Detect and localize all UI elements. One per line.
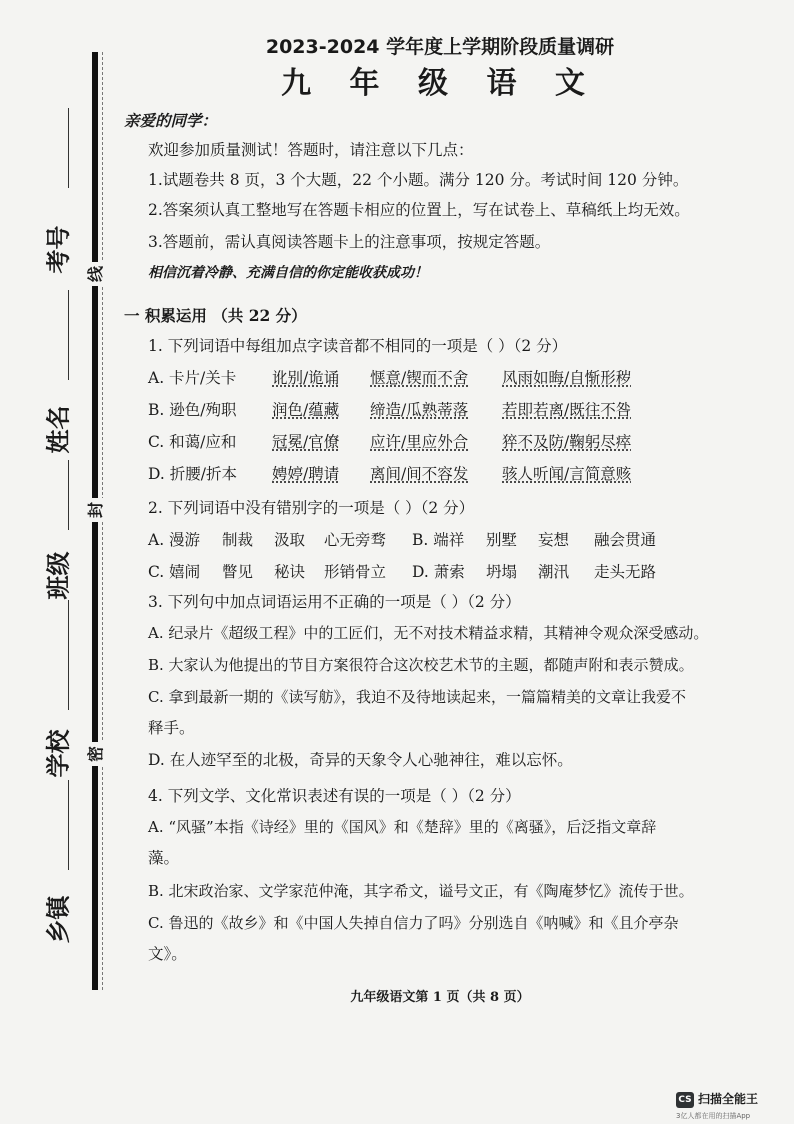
- q3-option-c-cont: 释手。: [148, 719, 195, 737]
- q1-option-c-1: C. 和蔼/应和: [148, 433, 237, 451]
- encouragement: 相信沉着冷静、充满自信的你定能收获成功！: [148, 265, 428, 281]
- q1-option-b-3: 缔造/瓜熟蒂落: [370, 401, 469, 419]
- note-1: 1.试题卷共 8 页，3 个大题，22 个小题。满分 120 分。考试时间 120 分钟。: [148, 171, 689, 189]
- q2-d-3: 潮汛: [538, 563, 570, 581]
- q1-option-d-4: 骇人听闻/言简意赅: [502, 465, 632, 483]
- q2-c-3: 秘诀: [274, 563, 306, 581]
- q2-d-1: D. 萧索: [412, 563, 465, 581]
- q1-option-b-4: 若即若离/既往不咎: [502, 401, 632, 419]
- town-line: [68, 780, 69, 870]
- q4-option-a-cont: 藻。: [148, 849, 180, 867]
- q1-option-c-4: 猝不及防/鞠躬尽瘁: [502, 433, 632, 451]
- q1-option-b-2: 润色/蕴藏: [272, 401, 340, 419]
- q1-option-a-1: A. 卡片/关卡: [148, 369, 237, 387]
- page-footer: 九年级语文第 1 页（共 8 页）: [350, 990, 530, 1005]
- q2-a-4: 心无旁骛: [324, 531, 387, 549]
- class-label: 班级: [44, 551, 73, 600]
- greeting: 亲爱的同学：: [124, 111, 218, 130]
- question-4-stem: 4. 下列文学、文化常识表述有误的一项是（ ）（2 分）: [148, 787, 521, 805]
- section-heading: 一 积累运用 （共 22 分）: [124, 306, 307, 325]
- q4-option-b: B. 北宋政治家、文学家范仲淹，其字希文，谥号文正，有《陶庵梦忆》流传于世。: [148, 882, 694, 900]
- q2-a-1: A. 漫游: [148, 531, 201, 549]
- q3-option-c: C. 拿到最新一期的《读写舫》，我迫不及待地读起来，一篇篇精美的文章让我爱不: [148, 688, 686, 706]
- question-3-stem: 3. 下列句中加点词语运用不正确的一项是（ ）（2 分）: [148, 593, 521, 611]
- q1-option-a-4: 风雨如晦/自惭形秽: [502, 369, 632, 387]
- q2-c-1: C. 嬉闹: [148, 563, 201, 581]
- welcome-text: 欢迎参加质量测试！答题时，请注意以下几点：: [148, 141, 474, 159]
- question-2-stem: 2. 下列词语中没有错别字的一项是（ ）（2 分）: [148, 499, 475, 517]
- q2-b-1: B. 端祥: [412, 531, 465, 549]
- q1-option-a-3: 惬意/锲而不舍: [370, 369, 469, 387]
- note-3: 3.答题前，需认真阅读答题卡上的注意事项，按规定答题。: [148, 233, 551, 251]
- q4-option-c-cont: 文》。: [148, 945, 187, 963]
- q3-option-d: D. 在人迹罕至的北极，奇异的天象令人心驰神往，难以忘怀。: [148, 751, 573, 769]
- scanner-name: 扫描全能王: [698, 1092, 759, 1106]
- q2-b-4: 融会贯通: [594, 531, 657, 549]
- q2-a-3: 汲取: [274, 531, 306, 549]
- exam-number-label: 考号: [44, 225, 73, 274]
- q2-d-2: 坍塌: [486, 563, 518, 581]
- q2-b-2: 别墅: [486, 531, 518, 549]
- q1-option-d-3: 离间/间不容发: [370, 465, 469, 483]
- note-2: 2.答案须认真工整地写在答题卡相应的位置上，写在试卷上、草稿纸上均无效。: [148, 201, 690, 219]
- question-1-stem: 1. 下列词语中每组加点字读音都不相同的一项是（ ）（2 分）: [148, 337, 568, 355]
- q2-a-2: 制裁: [222, 531, 254, 549]
- name-label: 姓名: [44, 405, 73, 454]
- name-line: [68, 290, 69, 380]
- school-line: [68, 600, 69, 710]
- seal-mark-mi: 密: [84, 742, 108, 766]
- q2-c-2: 瞥见: [222, 563, 254, 581]
- q3-option-b: B. 大家认为他提出的节目方案很符合这次校艺术节的主题，都随声附和表示赞成。: [148, 656, 694, 674]
- scanner-logo-icon: CS: [676, 1092, 694, 1108]
- scanner-tagline: 3亿人都在用的扫描App: [676, 1112, 751, 1120]
- exam-subject: 九 年 级 语 文: [281, 66, 599, 101]
- q1-option-c-2: 冠冕/官僚: [272, 433, 340, 451]
- q1-option-a-2: 讹别/诡诵: [272, 369, 340, 387]
- seal-mark-xian: 线: [84, 262, 108, 286]
- exam-number-line: [68, 108, 69, 188]
- exam-title: 2023-2024 学年度上学期阶段质量调研: [265, 36, 615, 58]
- q1-option-d-2: 娉婷/聘请: [272, 465, 340, 483]
- q2-d-4: 走头无路: [594, 563, 657, 581]
- q4-option-a: A. “风骚”本指《诗经》里的《国风》和《楚辞》里的《离骚》，后泛指文章辞: [148, 818, 657, 836]
- q2-b-3: 妄想: [538, 531, 570, 549]
- q1-option-b-1: B. 逊色/殉职: [148, 401, 237, 419]
- q1-option-d-1: D. 折腰/折本: [148, 465, 237, 483]
- class-line: [68, 460, 69, 530]
- q2-c-4: 形销骨立: [324, 563, 387, 581]
- town-label: 乡镇: [44, 895, 73, 944]
- q1-option-c-3: 应许/里应外合: [370, 433, 469, 451]
- seal-mark-feng: 封: [84, 498, 108, 522]
- school-label: 学校: [44, 729, 73, 778]
- q3-option-a: A. 纪录片《超级工程》中的工匠们，无不对技术精益求精，其精神令观众深受感动。: [148, 624, 709, 642]
- q4-option-c: C. 鲁迅的《故乡》和《中国人失掉自信力了吗》分别选自《呐喊》和《且介亭杂: [148, 914, 679, 932]
